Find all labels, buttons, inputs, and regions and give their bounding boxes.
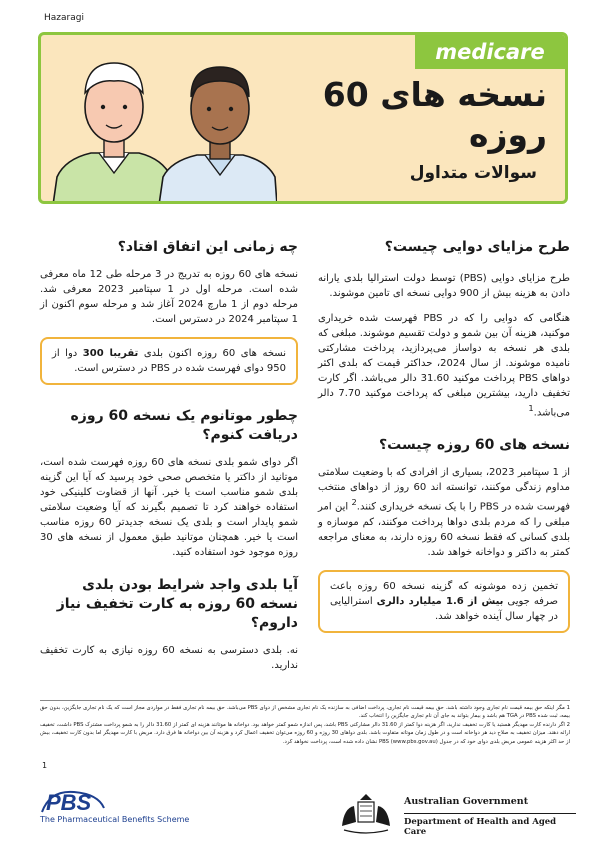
callout-highlight: تقریبا 300 xyxy=(82,348,139,359)
savings-highlight: بیش از 1.6 میلیارد دالری xyxy=(376,595,504,607)
callout-text-end: دوا از 950 دوای فهرست شده در PBS در دسترس است. xyxy=(52,348,286,374)
pbs-heading: طرح مزایای دوایی چیست؟ xyxy=(384,239,570,255)
pbs-para-2-text: هنگامی که دوایی را که در PBS فهرست شده خریداری موکنید، هزینه آن بین شمو و دولت تقسیم موشوند. مبلغی که بلدی هر نسخه به دواساز می‌پردازید، پرداخت مشارکتی نامیده موشوند. از سال 2024، حداکثر قیمت که بلدی اکثر دواهای PBS پرداخت موکنید 31.60 دالر می‌باشد. اگر کارت تخفیف دارید، بیشترین مبلغی که پرداخت موکنید 7.70 دالر می‌باشد. xyxy=(318,313,571,419)
government-logo xyxy=(338,792,578,836)
pbs-logo xyxy=(40,788,106,814)
what-heading: نسخه های 60 روزه چیست؟ xyxy=(379,437,570,454)
government-name: Australian Government xyxy=(404,796,529,807)
right-column xyxy=(318,238,570,655)
footnote-ref-2: 2 xyxy=(351,497,357,508)
when-heading: چه زمانی این اتفاق افتاد؟ xyxy=(117,239,298,255)
savings-text: تخمین زده موشونه که گزینه نسخه 60 روزه باعث صرفه جویی xyxy=(330,580,559,607)
footnote-ref-1: 1 xyxy=(528,403,534,413)
government-divider xyxy=(404,813,576,814)
footnote-2: 2 اگر دارنده کارت مهدیگر هستید یا کارت تخفیف ندارید، اگر هزینه دوا کمتر از 31.60 دالر مشارکتی PBS باشد، پس اندازه شمو کمتر خواهد بود. دواخانه ها موتانند هزینه ای کمتر از 31.60 دالر را به شمو پرداخت مشترک PBS داشت، تخفیف ارائه دهند. میزان تخفیف به صلاح دید هر دواخانه است و در طول زمان موتانه متفاوت باشد. بلدی دواهای 30 روزه و 60 روزه می‌توان تخفیف اعمال کرد و هزینه آن بین دواخانه ها فرق دارد. مریض با کارت مهدیگر اما بدون کارت تخفیف، بیش از حد اکثر هزینه عمومی مریض بلدی دوای خود که در جدول PBS (www.pbs.gov.au) نشان داده شده است، پرداخت نخواهد کرد. xyxy=(40,721,571,745)
footnotes xyxy=(40,700,570,746)
savings-callout xyxy=(318,570,570,633)
page-number: 1 xyxy=(42,761,48,770)
left-column xyxy=(40,238,298,683)
concession-body: نه. بلدی دسترسی به نسخه 60 روزه نیازی به کارت تخفیف ندارید. xyxy=(40,645,298,671)
what-body-b: این امر مبلغی را که مردم بلدی دواها پرداخت موکنند، کم موسازه و بلدی کسانی که فقط نسخه 60 روزه دارند، به معنای مراجعه کمتر به داکتر و دواخانه خواهد شد. xyxy=(318,501,570,558)
callout-text: نسخه های 60 روزه اکنون بلدی xyxy=(138,348,286,359)
page-subtitle: سوالات متداول xyxy=(409,163,537,183)
how-body: اگر دوای شمو بلدی نسخه های 60 روزه فهرست شده است، موتانید از داکتر یا متخصص صحی خود پرسید که آیا این گزینه بلدی شمو مناسب است یا خیر. آنها از قضاوت کلینیکی خود استفاده خواهند کرد تا تصمیم بگیرند که آیا وضعیت سلامتی شمو پایدار است و بلدی یک نسخه جدیدتر 60 روزه مناسب است یا خیر. همچنان موتانید طبق معمول از نسخه های 30 روزه موجود خود استفاده کنید. xyxy=(40,457,299,558)
pbs-para-1: طرح مزایای دوایی (PBS) توسط دولت استرالیا بلدی یارانه دادن به هزینه بیش از 900 دوایی نسخه ای تامین موشوند. xyxy=(318,273,570,299)
people-illustration xyxy=(47,37,277,204)
language-label: Hazaragi xyxy=(44,13,84,23)
what-body xyxy=(318,465,570,559)
when-body: نسخه های 60 روزه به تدریج در 3 مرحله طی 12 ماه معرفی شده است. مرحله اول در 1 سپتامبر 2023 معرفی شد. مرحله دوم از 1 مارچ 2024 آغاز شد و مرحله سوم اکنون از 1 سپتامبر 2024 در دسترس است. xyxy=(40,269,298,325)
page-title: نسخه های 60 روزه xyxy=(322,75,547,154)
pbs-logo-text: PBS xyxy=(46,790,92,814)
what-body-a: از 1 سپتامبر 2023، بسیاری از افرادی که با وضعیت سلامتی مداوم زندگی موکنند، توانسته اند 60 روز از دواهای منتخب فهرست شده در PBS را با یک نسخه خریداری کنند. xyxy=(318,467,571,513)
department-name: Department of Health and Aged Care xyxy=(404,817,557,837)
savings-text-end: استرالیایی در چهار سال آینده خواهد شد. xyxy=(330,595,558,622)
how-heading: چطور موتانوم یک نسخه 60 روزه دریافت کنوم؟ xyxy=(70,408,298,443)
header-banner xyxy=(38,32,568,204)
footnote-1: 1 مگر اینکه حق بیمه قیمت نام تجاری وجود داشته باشد. حق بیمه قیمت نام تجاری، پرداخت اضافی به سازنده یک نام تجاری مشخص از دوای PBS می‌باشد. حق بیمه نام تجاری فقط در مواردی مجاز است که یک نام تجاری جایگزین، بدون حق بیمه، ثبت شده PBS در TGA هم باشد و بیمار بتواند به جای آن نام تجاری جایگزین را انتخاب کند. xyxy=(40,705,570,720)
pbs-para-2 xyxy=(318,311,570,420)
availability-callout xyxy=(40,337,298,385)
medicare-logo: medicare xyxy=(415,35,565,69)
coat-of-arms-icon xyxy=(338,792,394,836)
pbs-subtitle: The Pharmaceutical Benefits Scheme xyxy=(40,815,190,824)
concession-heading: آیا بلدی واجد شرایط بودن بلدی نسخه 60 روزه به کارت تخفیف نیاز داروم؟ xyxy=(56,577,298,631)
